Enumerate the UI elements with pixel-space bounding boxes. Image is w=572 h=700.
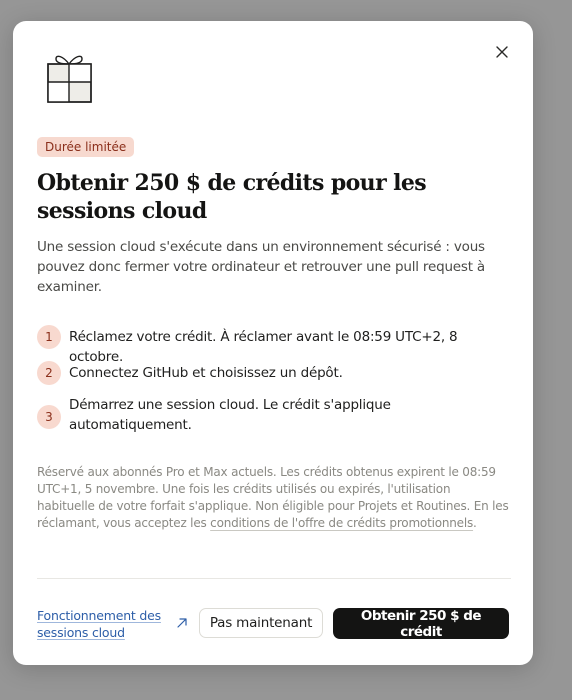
terms-fine-print bbox=[37, 464, 511, 532]
step-text: Connectez GitHub et choisissez un dépôt. bbox=[69, 365, 343, 381]
step-item bbox=[37, 395, 457, 435]
step-number: 2 bbox=[37, 361, 61, 385]
not-now-button[interactable]: Pas maintenant bbox=[199, 608, 323, 638]
step-text: Réclamez votre crédit. À réclamer avant le 08:59 UTC+2, 8 octobre. bbox=[69, 329, 458, 365]
promo-dialog bbox=[13, 21, 533, 665]
gift-icon bbox=[44, 50, 94, 106]
external-link-icon bbox=[176, 617, 188, 629]
fine-print-end: . bbox=[473, 516, 477, 530]
step-number: 1 bbox=[37, 325, 61, 349]
claim-credit-button[interactable]: Obtenir 250 $ de crédit bbox=[333, 608, 509, 639]
close-button[interactable] bbox=[491, 41, 513, 63]
limited-time-badge: Durée limitée bbox=[37, 137, 134, 157]
step-number: 3 bbox=[37, 405, 61, 429]
footer-divider bbox=[37, 578, 511, 579]
step-item bbox=[37, 361, 512, 385]
dialog-description: Une session cloud s'exécute dans un environnement sécurisé : vous pouvez donc fermer votre ordinateur et retrouver une pull request à examiner. bbox=[37, 239, 485, 295]
close-icon bbox=[496, 46, 508, 58]
cloud-sessions-help-link[interactable]: Fonctionnement des sessions cloud bbox=[37, 608, 161, 640]
fine-print-text: Réservé aux abonnés Pro et Max actuels. Les crédits obtenus expirent le 08:59 UTC+1, 5 novembre. Une fois les crédits utilisés ou expirés, l'utilisation habituelle de votre forfait s'applique. Non éligible pour Projets et Routines. En les réclamant, vous acceptez les bbox=[37, 465, 509, 530]
promo-terms-link[interactable]: conditions de l'offre de crédits promotionnels bbox=[210, 516, 474, 530]
step-text: Démarrez une session cloud. Le crédit s'applique automatiquement. bbox=[69, 397, 391, 433]
dialog-title: Obtenir 250 $ de crédits pour les sessions cloud bbox=[37, 170, 427, 224]
